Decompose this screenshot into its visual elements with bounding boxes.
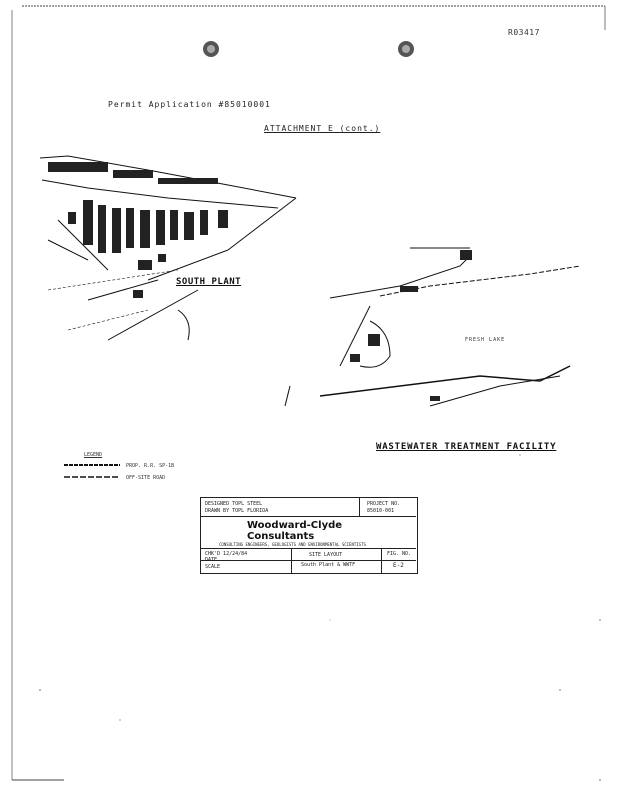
legend-item-1: PROP. R.R. SP-1B xyxy=(126,463,175,469)
document-id: R03417 xyxy=(508,28,540,37)
pond-label: FRESH LAKE xyxy=(465,337,506,343)
drawn-by: DRAWN BY TOPL FLORIDA xyxy=(205,508,269,514)
project-number: 85010-001 xyxy=(367,508,395,514)
attachment-title: ATTACHMENT E (cont.) xyxy=(264,124,381,133)
company-address: CONSULTING ENGINEERS, GEOLOGISTS AND ENVIRONMENTAL SCIENTISTS xyxy=(219,542,366,547)
legend-item-2: OFF-SITE ROAD xyxy=(126,475,166,481)
designed-by: DESIGNED TOPL STEEL xyxy=(205,501,263,507)
sheet-subtitle: South Plant & WWTF xyxy=(301,562,356,568)
legend-title: LEGEND xyxy=(84,452,103,458)
figure-label: FIG. NO. xyxy=(387,551,412,557)
permit-application: Permit Application #85010001 xyxy=(108,100,271,109)
wwtf-label: WASTEWATER TREATMENT FACILITY xyxy=(376,442,557,452)
company-name-line2: Consultants xyxy=(247,531,315,542)
project-label: PROJECT NO. xyxy=(367,501,401,507)
checked-date: CHK'D 12/24/84 xyxy=(205,551,248,557)
company-name: Woodward-Clyde xyxy=(247,520,343,531)
sheet-title: SITE LAYOUT xyxy=(309,552,343,558)
south-plant-label: SOUTH PLANT xyxy=(176,277,242,287)
date-label: DATE xyxy=(205,557,218,563)
figure-number: E-2 xyxy=(393,562,404,569)
scale-label: SCALE xyxy=(205,564,221,570)
